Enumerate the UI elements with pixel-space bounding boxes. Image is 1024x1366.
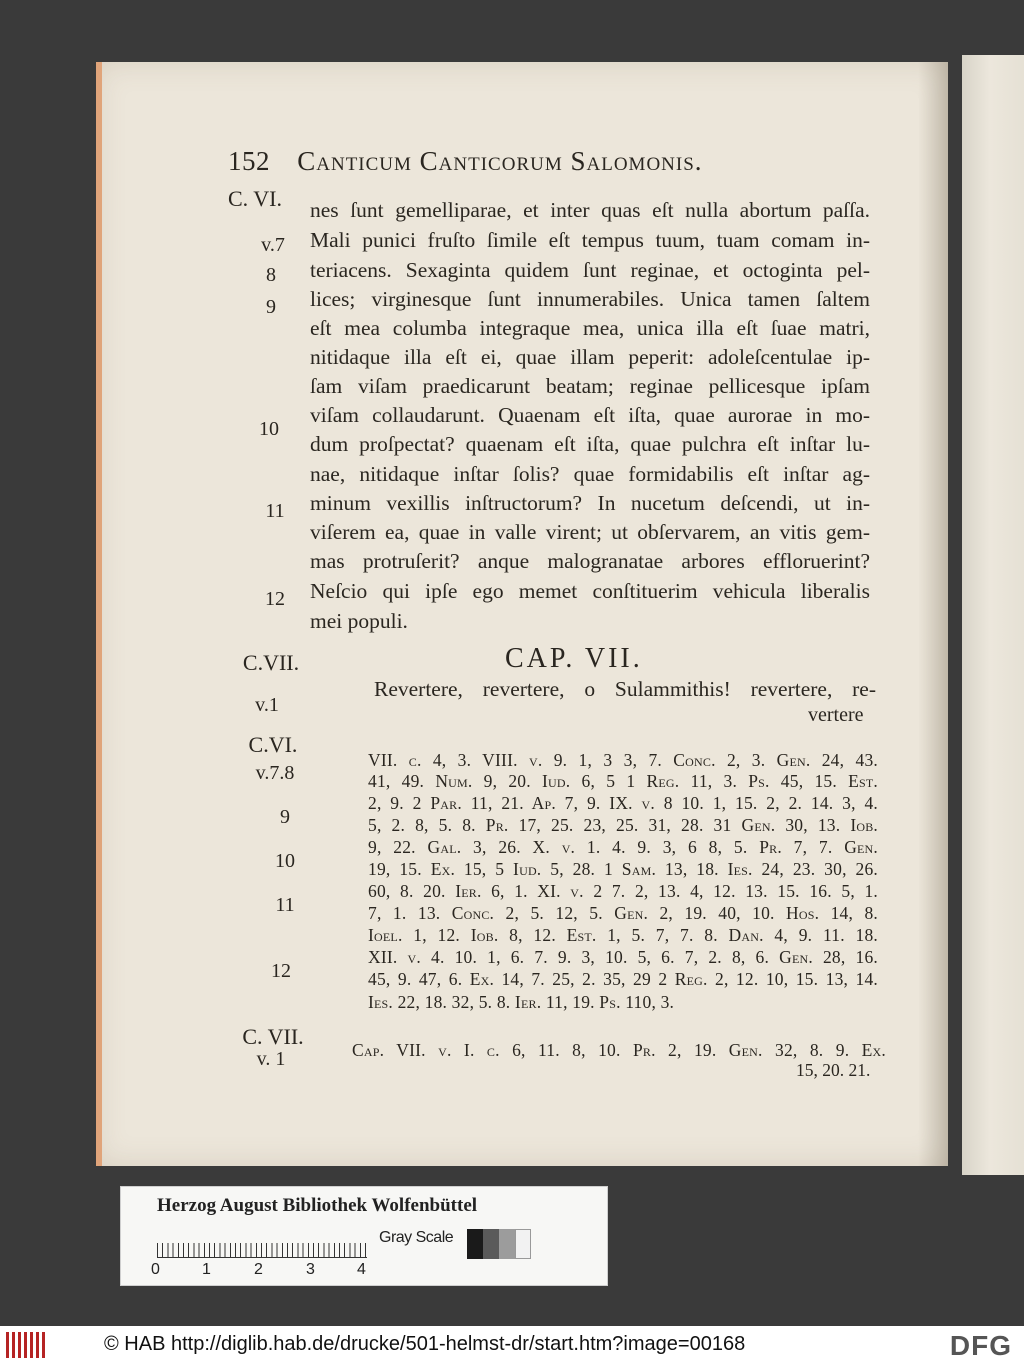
body-line: Revertere, revertere, o Sulammithis! revertere, re- (374, 677, 876, 701)
margin-verse-ref: v.1 (255, 694, 279, 716)
note-line: 2, 9. 2 Par. 11, 21. Ap. 7, 9. IX. v. 8 10. 1, 15. 2, 2. 14. 3, 4. (368, 793, 878, 813)
margin-verse-ref: 10 (259, 418, 279, 440)
library-color-card (120, 1186, 608, 1286)
footer-bar (0, 1326, 1024, 1366)
margin-verse-ref: v.7.8 (255, 762, 295, 784)
gray-scale-label: Gray Scale (379, 1229, 454, 1246)
catchword: vertere (808, 704, 864, 726)
running-header (228, 146, 703, 177)
margin-verse-ref: 10 (275, 850, 295, 872)
note-line: Ies. 22, 18. 32, 5. 8. Ier. 11, 19. Ps. 110, 3. (368, 992, 675, 1012)
note-line: 5, 2. 8, 5. 8. Pr. 17, 25. 23, 25. 31, 28. 31 Gen. 30, 13. Iob. (368, 815, 878, 835)
body-line: viſerem ea, quae in valle virent; ut obſervarem, an vitis gem- (310, 520, 870, 544)
scale-ruler (157, 1233, 367, 1258)
margin-verse-ref: 8 (266, 264, 276, 286)
page-number: 152 (228, 146, 270, 176)
gray-swatch-mid (499, 1229, 515, 1259)
margin-verse-ref: v.7 (261, 234, 285, 256)
margin-chapter-ref: C.VII. (242, 650, 300, 675)
body-line: Neſcio qui ipſe ego memet conſtituerim vehicula liberalis (310, 579, 870, 603)
body-line: lices; virginesque ſunt innumerabiles. Unica tamen ſaltem (310, 287, 870, 311)
note-line: XII. v. 4. 10. 1, 6. 7. 9. 3, 10. 5, 6. 7, 2. 8, 6. Gen. 28, 16. (368, 947, 878, 967)
ruler-number: 4 (357, 1261, 366, 1278)
margin-verse-ref: 12 (271, 960, 291, 982)
note-line: 15, 20. 21. (796, 1060, 871, 1080)
note-line: Cap. VII. v. I. c. 6, 11. 8, 10. Pr. 2, 19. Gen. 32, 8. 9. Ex. (352, 1040, 886, 1060)
margin-verse-ref: 11 (275, 894, 295, 916)
body-line: nae, nitidaque inſtar ſolis? quae formidabilis eſt inſtar ag- (310, 462, 870, 486)
ruler-number: 1 (202, 1261, 211, 1278)
note-line: 41, 49. Num. 9, 20. Iud. 6, 5 1 Reg. 11, 3. Ps. 45, 15. Est. (368, 771, 878, 791)
note-line: 45, 9. 47, 6. Ex. 14, 7. 25, 2. 35, 29 2 Reg. 2, 12. 10, 15. 13, 14. (368, 969, 878, 989)
facing-page-edge (962, 55, 1024, 1175)
gray-swatch-white (515, 1229, 531, 1259)
margin-chapter-ref: C.VI. (248, 732, 298, 757)
margin-chapter-ref: C. VII. (242, 1024, 304, 1049)
gray-swatch-dark (483, 1229, 499, 1259)
dfg-logo: DFG (949, 1330, 1012, 1361)
ruler-number: 3 (306, 1261, 315, 1278)
body-line: Mali punici fruſto ſimile eſt tempus tuum, tuam comam in- (310, 228, 870, 252)
body-line: nes ſunt gemelliparae, et inter quas eſt nulla abortum paſſa. (310, 198, 870, 222)
ruler-number: 0 (151, 1261, 160, 1278)
note-line: 7, 1. 13. Conc. 2, 5. 12, 5. Gen. 2, 19. 40, 10. Hos. 14, 8. (368, 903, 878, 923)
note-line: Ioel. 1, 12. Iob. 8, 12. Est. 1, 5. 7, 7. 8. Dan. 4, 9. 11. 18. (368, 925, 878, 945)
margin-verse-ref: 11 (265, 500, 285, 522)
note-line: 9, 22. Gal. 3, 26. X. v. 1. 4. 9. 3, 6 8, 5. Pr. 7, 7. Gen. (368, 837, 878, 857)
body-line: mas protruſerit? anque malogranatae arbores effloruerint? (310, 549, 870, 573)
note-line: 19, 15. Ex. 15, 5 Iud. 5, 28. 1 Sam. 13, 18. Ies. 24, 23. 30, 26. (368, 859, 878, 879)
body-line: viſam collaudarunt. Quaenam eſt iſta, quae aurorae in mo- (310, 403, 870, 427)
note-line: 60, 8. 20. Ier. 6, 1. XI. v. 2 7. 2, 13. 4, 12. 13. 15. 16. 5, 1. (368, 881, 878, 901)
margin-verse-ref: v. 1 (256, 1048, 286, 1070)
body-line: nitidaque illa eſt ei, quae illam peperit: adoleſcentulae ip- (310, 345, 870, 369)
margin-chapter-ref: C. VI. (228, 186, 282, 211)
margin-verse-ref: 12 (265, 588, 285, 610)
note-line: VII. c. 4, 3. VIII. v. 9. 1, 3 3, 7. Conc. 2, 3. Gen. 24, 43. (368, 750, 878, 770)
source-url[interactable]: © HAB http://diglib.hab.de/drucke/501-helmst-dr/start.htm?image=00168 (104, 1333, 746, 1355)
body-line: teriacens. Sexaginta quidem ſunt reginae, et octoginta pel- (310, 258, 870, 282)
gray-swatch-black (467, 1229, 483, 1259)
running-title: Canticum Canticorum Salomonis. (297, 146, 703, 176)
body-line: minum vexillis inſtructorum? In nucetum deſcendi, ut in- (310, 491, 870, 515)
body-line: mei populi. (310, 609, 408, 633)
body-line: eſt mea columba integraque mea, unica illa eſt ſuae matri, (310, 316, 870, 340)
hab-logo-icon (6, 1332, 46, 1358)
chapter-heading: CAP. VII. (505, 643, 643, 674)
ruler-number: 2 (254, 1261, 263, 1278)
body-line: ſam viſam praedicarunt beatam; reginae pellicesque ipſam (310, 374, 870, 398)
library-name: Herzog August Bibliothek Wolfenbüttel (157, 1195, 478, 1216)
margin-verse-ref: 9 (266, 296, 276, 318)
body-line: dum proſpectat? quaenam eſt iſta, quae pulchra eſt inſtar lu- (310, 432, 870, 456)
margin-verse-ref: 9 (280, 806, 290, 828)
